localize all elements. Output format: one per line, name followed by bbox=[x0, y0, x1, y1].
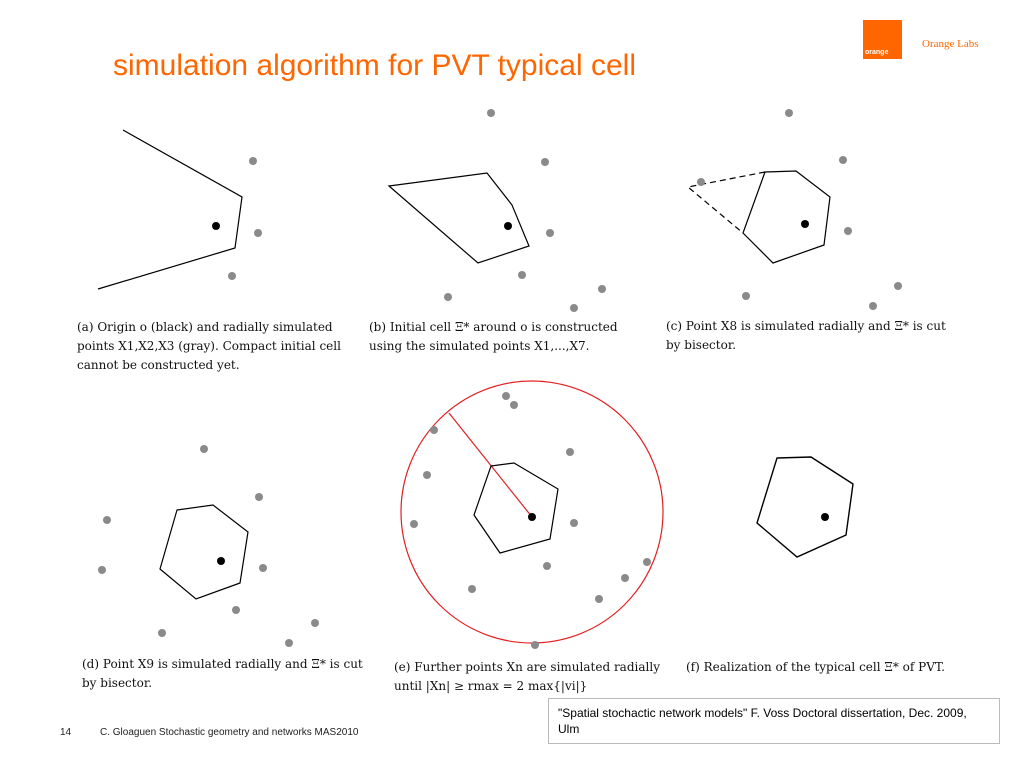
origin-point bbox=[801, 220, 809, 228]
simulated-point bbox=[541, 158, 549, 166]
panel-c bbox=[688, 109, 902, 310]
radius-line bbox=[449, 413, 532, 517]
simulated-point bbox=[410, 520, 418, 528]
caption-b: (b) Initial cell Ξ* around o is constructed using the simulated points X1,...,X7. bbox=[369, 320, 618, 353]
cell bbox=[743, 171, 830, 263]
simulated-point bbox=[468, 585, 476, 593]
panel-d bbox=[98, 445, 319, 647]
simulated-point bbox=[598, 285, 606, 293]
caption-c: (c) Point X8 is simulated radially and Ξ* is cut by bisector. bbox=[666, 319, 946, 352]
simulated-point bbox=[444, 293, 452, 301]
simulated-point bbox=[255, 493, 263, 501]
initial-cell bbox=[389, 173, 529, 263]
simulated-point bbox=[839, 156, 847, 164]
caption-f: (f) Realization of the typical cell Ξ* of PVT. bbox=[686, 660, 945, 674]
caption-a: (a) Origin o (black) and radially simulated points X1,X2,X3 (gray). Compact initial cell cannot be constructed yet. bbox=[77, 320, 341, 372]
simulated-point bbox=[844, 227, 852, 235]
origin-point bbox=[217, 557, 225, 565]
simulated-point bbox=[546, 229, 554, 237]
simulated-point bbox=[430, 426, 438, 434]
caption-e: (e) Further points Xn are simulated radially until |Xn| ≥ rmax = 2 max{|vi|} bbox=[394, 660, 660, 693]
simulated-point bbox=[742, 292, 750, 300]
cell bbox=[160, 505, 248, 599]
slide-title: simulation algorithm for PVT typical cell bbox=[113, 49, 636, 82]
simulated-point bbox=[570, 304, 578, 312]
logo-wordmark: orange bbox=[865, 49, 889, 56]
simulated-point bbox=[570, 519, 578, 527]
simulated-point bbox=[254, 229, 262, 237]
cell bbox=[474, 463, 558, 553]
panel-a bbox=[98, 130, 262, 289]
simulated-point bbox=[285, 639, 293, 647]
simulated-point bbox=[518, 271, 526, 279]
reference-box bbox=[548, 698, 1000, 744]
footer-text: C. Gloaguen Stochastic geometry and networks MAS2010 bbox=[100, 727, 359, 738]
simulated-point bbox=[894, 282, 902, 290]
simulated-point bbox=[259, 564, 267, 572]
simulated-point bbox=[502, 392, 510, 400]
simulated-point bbox=[487, 109, 495, 117]
simulated-point bbox=[595, 595, 603, 603]
origin-point bbox=[821, 513, 829, 521]
panel-b bbox=[389, 109, 606, 312]
cell-edges bbox=[98, 130, 242, 289]
simulated-point bbox=[200, 445, 208, 453]
simulated-point bbox=[103, 516, 111, 524]
simulated-point bbox=[566, 448, 574, 456]
simulated-point bbox=[232, 606, 240, 614]
page-number: 14 bbox=[60, 727, 72, 738]
simulated-point bbox=[158, 629, 166, 637]
caption-d: (d) Point X9 is simulated radially and Ξ* is cut by bisector. bbox=[82, 657, 363, 690]
simulated-point bbox=[510, 401, 518, 409]
simulated-point bbox=[311, 619, 319, 627]
panel-f bbox=[757, 457, 853, 557]
simulated-point bbox=[228, 272, 236, 280]
simulated-point bbox=[249, 157, 257, 165]
origin-point bbox=[504, 222, 512, 230]
simulated-point bbox=[531, 641, 539, 649]
panel-e bbox=[401, 381, 663, 649]
simulated-point bbox=[98, 566, 106, 574]
simulated-point bbox=[543, 562, 551, 570]
simulated-point bbox=[785, 109, 793, 117]
origin-point bbox=[212, 222, 220, 230]
org-name: Orange Labs bbox=[922, 38, 979, 50]
simulated-point bbox=[423, 471, 431, 479]
simulated-point bbox=[621, 574, 629, 582]
simulated-point bbox=[697, 178, 705, 186]
rmax-circle bbox=[401, 381, 663, 643]
typical-cell bbox=[757, 457, 853, 557]
simulated-point bbox=[643, 558, 651, 566]
reference-text: "Spatial stochactic network models" F. Voss Doctoral dissertation, Dec. 2009, Ulm bbox=[558, 706, 967, 736]
simulated-point bbox=[869, 302, 877, 310]
origin-point bbox=[528, 513, 536, 521]
